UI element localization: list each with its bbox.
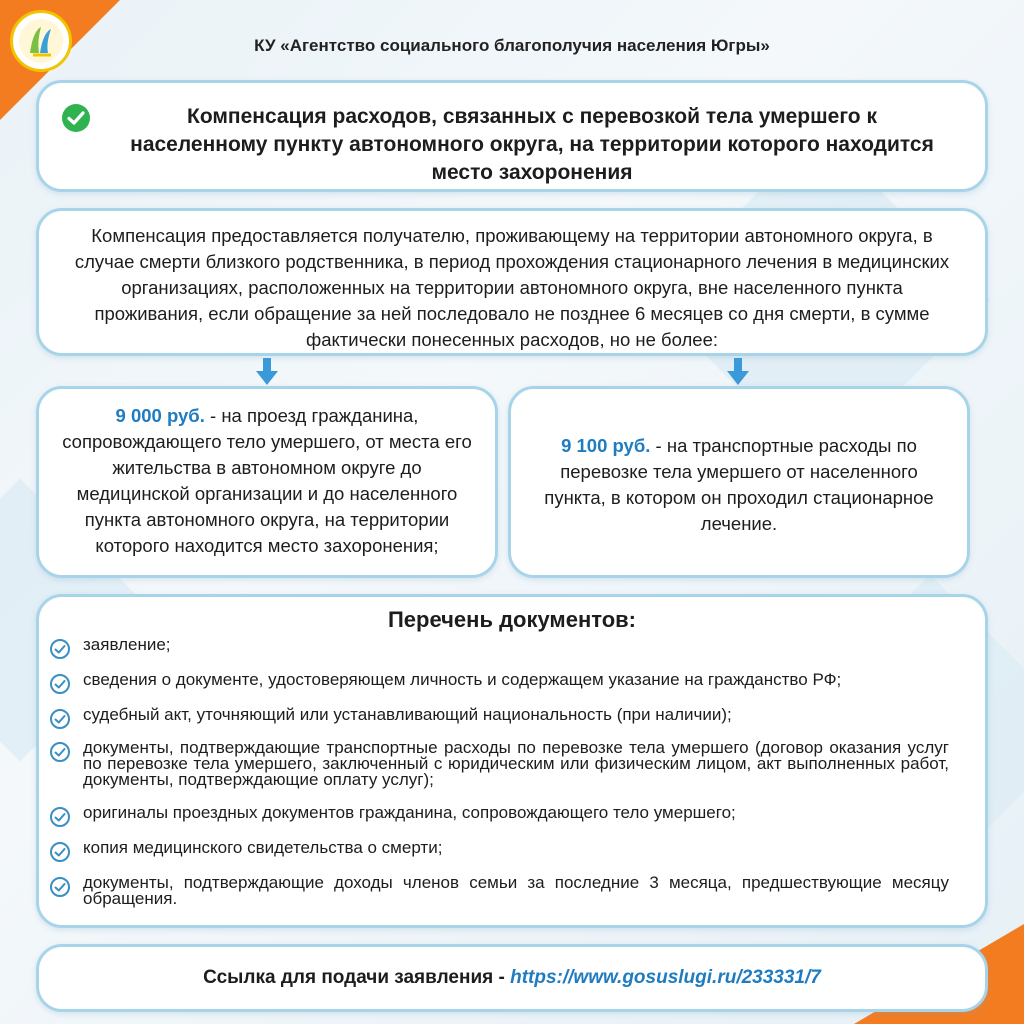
check-circle-outline-icon (49, 708, 71, 730)
document-item (49, 740, 949, 788)
check-circle-outline-icon (49, 673, 71, 695)
application-link-row (39, 967, 985, 989)
document-text: оригиналы проездных документов гражданина, сопровождающего тело умершего; (83, 803, 736, 822)
check-circle-outline-icon (49, 841, 71, 863)
amount-value: 9 100 руб. (561, 435, 651, 456)
document-text: судебный акт, уточняющий или устанавливающий национальность (при наличии); (83, 705, 732, 724)
document-text: сведения о документе, удостоверяющем личность и содержащем указание на гражданство РФ; (83, 670, 842, 689)
document-text: копия медицинского свидетельства о смерти; (83, 838, 443, 857)
arrow-down-icon (256, 358, 278, 386)
document-item (49, 875, 949, 907)
document-item (49, 840, 949, 863)
amount-card-escort (36, 386, 498, 578)
amount-value: 9 000 руб. (115, 405, 205, 426)
check-circle-icon (61, 103, 91, 133)
amount-description (535, 433, 943, 537)
check-circle-outline-icon (49, 876, 71, 898)
check-circle-outline-icon (49, 638, 71, 660)
documents-card (36, 594, 988, 928)
application-link[interactable]: https://www.gosuslugi.ru/233331/7 (510, 967, 821, 988)
link-card (36, 944, 988, 1012)
documents-title: Перечень документов: (387, 607, 637, 632)
amount-description (57, 403, 477, 559)
amount-text: - на транспортные расходы по перевозке тела умершего от населенного пункта, в котором он проходил стационарное лечение. (544, 435, 934, 534)
title-card (36, 80, 988, 192)
arrow-down-icon (727, 358, 749, 386)
header-organization: КУ «Агентство социального благополучия населения Югры» (254, 36, 770, 55)
document-item (49, 805, 949, 828)
amount-card-transport (508, 386, 970, 578)
intro-text: Компенсация предоставляется получателю, проживающему на территории автономного округа, в случае смерти близкого родственника, в период прохождения стационарного лечения в медицинских организациях, расположенных на территории автономного округа, вне населенного пункта проживания, если обращение за ней последовало не позднее 6 месяцев со дня смерти, в сумме фактически понесенных расходов, но не более: (74, 225, 950, 350)
page-title: Компенсация расходов, связанных с перевозкой тела умершего к населенному пункту автономного округа, на территории которого находится место захоронения (130, 105, 934, 184)
document-text: заявление; (83, 635, 171, 654)
document-text: документы, подтверждающие доходы членов семьи за последние 3 месяца, предшествующие месяцу обращения. (83, 873, 949, 908)
document-text: документы, подтверждающие транспортные расходы по перевозке тела умершего (договор оказания услуг по перевозке тела умершего, заключенный с юридическим или физическим лицом, акт выполненных работ, документы, подтверждающие оплату услуг); (83, 738, 949, 789)
application-link-label: Ссылка для подачи заявления - (203, 967, 511, 988)
amount-text: - на проезд гражданина, сопровождающего тело умершего, от места его жительства в автономном округе до медицинской организации и до населенного пункта автономного округа, на территории которого находится место захоронения; (62, 405, 472, 556)
check-circle-outline-icon (49, 806, 71, 828)
intro-card (36, 208, 988, 356)
document-item (49, 672, 949, 695)
document-item (49, 707, 949, 730)
check-circle-outline-icon (49, 741, 71, 763)
document-item (49, 637, 949, 660)
